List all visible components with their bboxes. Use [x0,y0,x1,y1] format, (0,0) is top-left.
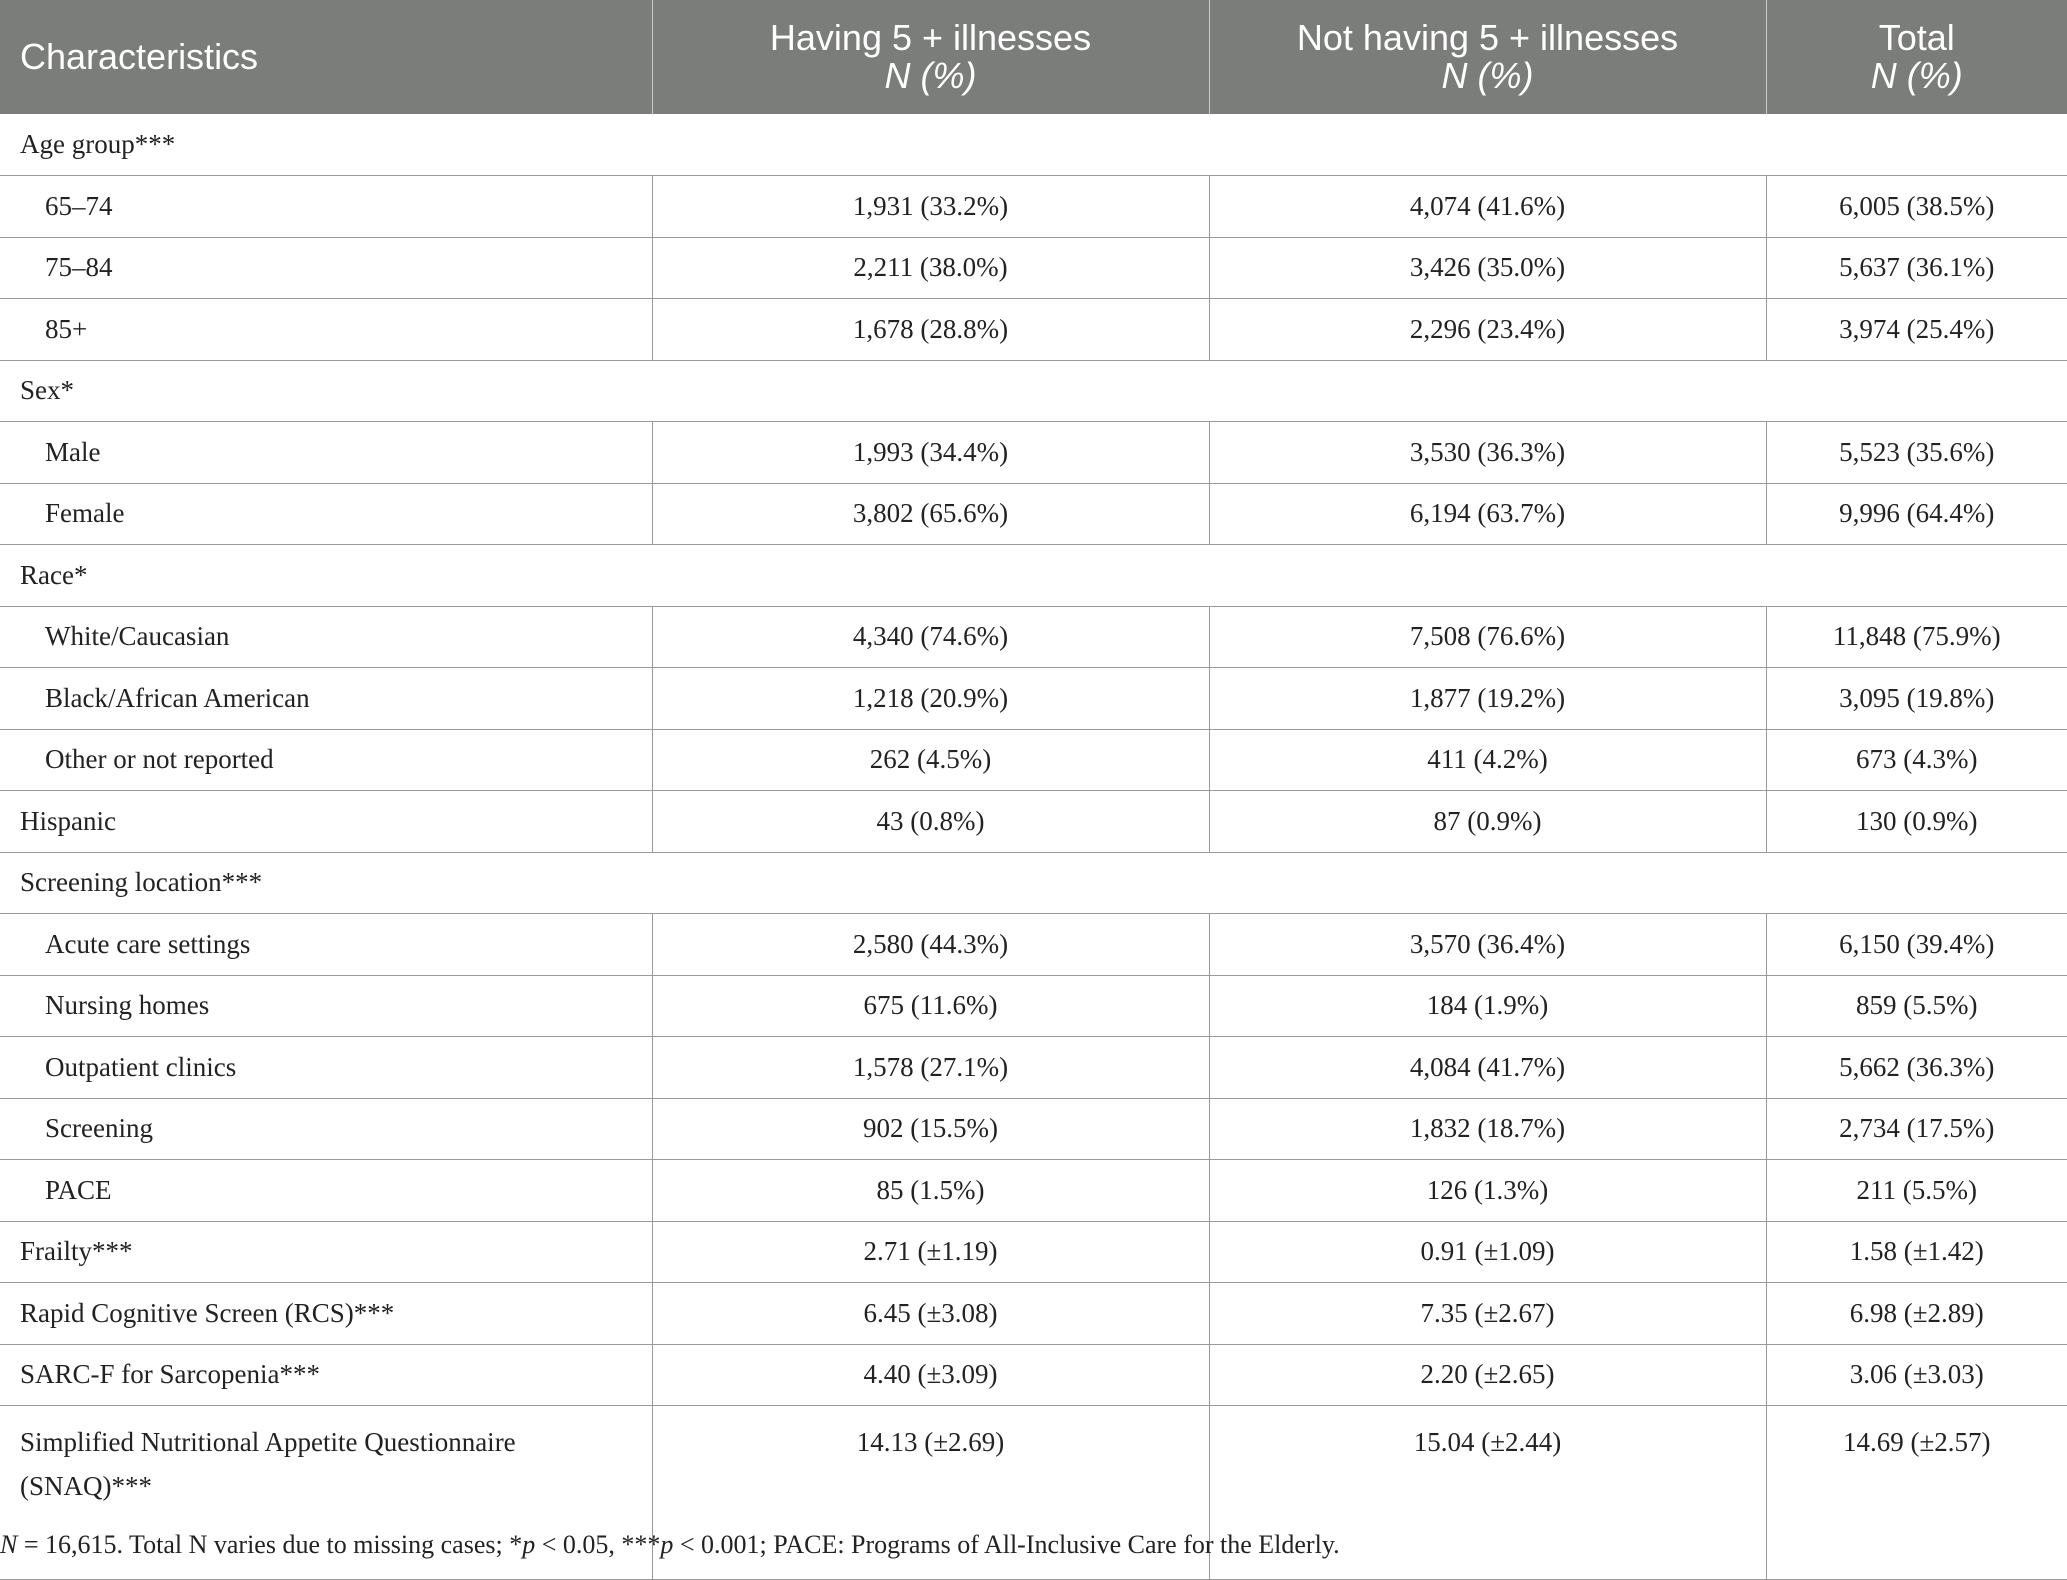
cell-value: 411 (4.2%) [1209,729,1766,791]
cell-value: 902 (15.5%) [652,1098,1209,1160]
table-row [0,1098,2067,1160]
header-not-having-illnesses [1209,0,1766,114]
row-label: Male [0,422,652,484]
cell-value: 2.20 (±2.65) [1209,1344,1766,1406]
cell-value: 7,508 (76.6%) [1209,606,1766,668]
cell-value: 262 (4.5%) [652,729,1209,791]
table-row [0,668,2067,730]
cell-value: 859 (5.5%) [1766,975,2067,1037]
cell-value: 3,802 (65.6%) [652,483,1209,545]
cell-value: 3.06 (±3.03) [1766,1344,2067,1406]
header-sublabel: N (%) [1870,55,1963,96]
table-row [0,914,2067,976]
table-row [0,791,2067,853]
row-label: SARC-F for Sarcopenia*** [0,1344,652,1406]
row-label: Screening [0,1098,652,1160]
cell-value: 3,426 (35.0%) [1209,237,1766,299]
cell-value: 9,996 (64.4%) [1766,483,2067,545]
cell-value: 14.69 (±2.57) [1766,1406,2067,1580]
cell-value: 0.91 (±1.09) [1209,1221,1766,1283]
header-label: Having 5 + illnesses [769,17,1092,58]
row-label: 85+ [0,299,652,361]
row-label: 65–74 [0,176,652,238]
cell-value: 1,832 (18.7%) [1209,1098,1766,1160]
cell-value: 3,530 (36.3%) [1209,422,1766,484]
section-label: Screening location*** [0,852,2067,914]
cell-value: 6,194 (63.7%) [1209,483,1766,545]
footnote-text-1: = 16,615. Total N varies due to missing cases; * [17,1530,523,1559]
cell-value: 85 (1.5%) [652,1160,1209,1222]
cell-value: 4,340 (74.6%) [652,606,1209,668]
cell-value: 6.45 (±3.08) [652,1283,1209,1345]
table-footnote [0,1530,1340,1560]
cell-value: 6,150 (39.4%) [1766,914,2067,976]
header-characteristics [0,0,652,114]
table-body [0,114,2067,1580]
row-label: Black/African American [0,668,652,730]
table-row [0,606,2067,668]
cell-value: 211 (5.5%) [1766,1160,2067,1222]
section-row [0,114,2067,176]
table-row [0,1221,2067,1283]
header-total [1766,0,2067,114]
cell-value: 5,662 (36.3%) [1766,1037,2067,1099]
cell-value: 3,095 (19.8%) [1766,668,2067,730]
cell-value: 4,084 (41.7%) [1209,1037,1766,1099]
cell-value: 2.71 (±1.19) [652,1221,1209,1283]
section-label: Age group*** [0,114,2067,176]
cell-value: 1.58 (±1.42) [1766,1221,2067,1283]
cell-value: 14.13 (±2.69) [652,1406,1209,1580]
row-label: Female [0,483,652,545]
cell-value: 3,974 (25.4%) [1766,299,2067,361]
section-row [0,360,2067,422]
row-label: Outpatient clinics [0,1037,652,1099]
header-label: Characteristics [20,36,259,77]
cell-value: 2,296 (23.4%) [1209,299,1766,361]
table-row [0,483,2067,545]
header-sublabel: N (%) [884,55,977,96]
cell-value: 675 (11.6%) [652,975,1209,1037]
section-row [0,545,2067,607]
row-label: Frailty*** [0,1221,652,1283]
cell-value: 87 (0.9%) [1209,791,1766,853]
footnote-n: N [0,1530,18,1559]
cell-value: 2,734 (17.5%) [1766,1098,2067,1160]
header-having-illnesses [652,0,1209,114]
section-label: Race* [0,545,2067,607]
footnote-text-3: < 0.001; PACE: Programs of All-Inclusive Care for the Elderly. [673,1530,1340,1559]
row-label: Rapid Cognitive Screen (RCS)*** [0,1283,652,1345]
cell-value: 1,931 (33.2%) [652,176,1209,238]
cell-value: 126 (1.3%) [1209,1160,1766,1222]
cell-value: 43 (0.8%) [652,791,1209,853]
row-label: Nursing homes [0,975,652,1037]
header-sublabel: N (%) [1441,55,1534,96]
row-label: 75–84 [0,237,652,299]
cell-value: 6,005 (38.5%) [1766,176,2067,238]
section-row [0,852,2067,914]
footnote-p2: p [660,1530,674,1559]
row-label: PACE [0,1160,652,1222]
cell-value: 4,074 (41.6%) [1209,176,1766,238]
table-row [0,1283,2067,1345]
table-row [0,299,2067,361]
cell-value: 1,218 (20.9%) [652,668,1209,730]
section-label: Sex* [0,360,2067,422]
header-label: Not having 5 + illnesses [1296,17,1679,58]
table-row [0,1160,2067,1222]
row-label: Hispanic [0,791,652,853]
cell-value: 130 (0.9%) [1766,791,2067,853]
table-row [0,237,2067,299]
cell-value: 673 (4.3%) [1766,729,2067,791]
cell-value: 1,993 (34.4%) [652,422,1209,484]
row-label: White/Caucasian [0,606,652,668]
row-label: Other or not reported [0,729,652,791]
cell-value: 6.98 (±2.89) [1766,1283,2067,1345]
cell-value: 4.40 (±3.09) [652,1344,1209,1406]
table-row [0,1037,2067,1099]
row-label: Acute care settings [0,914,652,976]
cell-value: 2,580 (44.3%) [652,914,1209,976]
cell-value: 11,848 (75.9%) [1766,606,2067,668]
cell-value: 1,678 (28.8%) [652,299,1209,361]
header-label: Total [1878,17,1955,58]
table-header [0,0,2067,114]
cell-value: 5,523 (35.6%) [1766,422,2067,484]
row-label: Simplified Nutritional Appetite Questionnaire (SNAQ)*** [0,1406,652,1580]
footnote-text-2: < 0.05, *** [535,1530,661,1559]
table-row [0,1344,2067,1406]
cell-value: 2,211 (38.0%) [652,237,1209,299]
table-row [0,176,2067,238]
table-row [0,729,2067,791]
cell-value: 7.35 (±2.67) [1209,1283,1766,1345]
cell-value: 5,637 (36.1%) [1766,237,2067,299]
cell-value: 3,570 (36.4%) [1209,914,1766,976]
cell-value: 1,578 (27.1%) [652,1037,1209,1099]
table-row [0,422,2067,484]
cell-value: 1,877 (19.2%) [1209,668,1766,730]
header-row [0,0,2067,114]
table-row [0,975,2067,1037]
cell-value: 184 (1.9%) [1209,975,1766,1037]
footnote-p1: p [522,1530,536,1559]
cell-value: 15.04 (±2.44) [1209,1406,1766,1580]
